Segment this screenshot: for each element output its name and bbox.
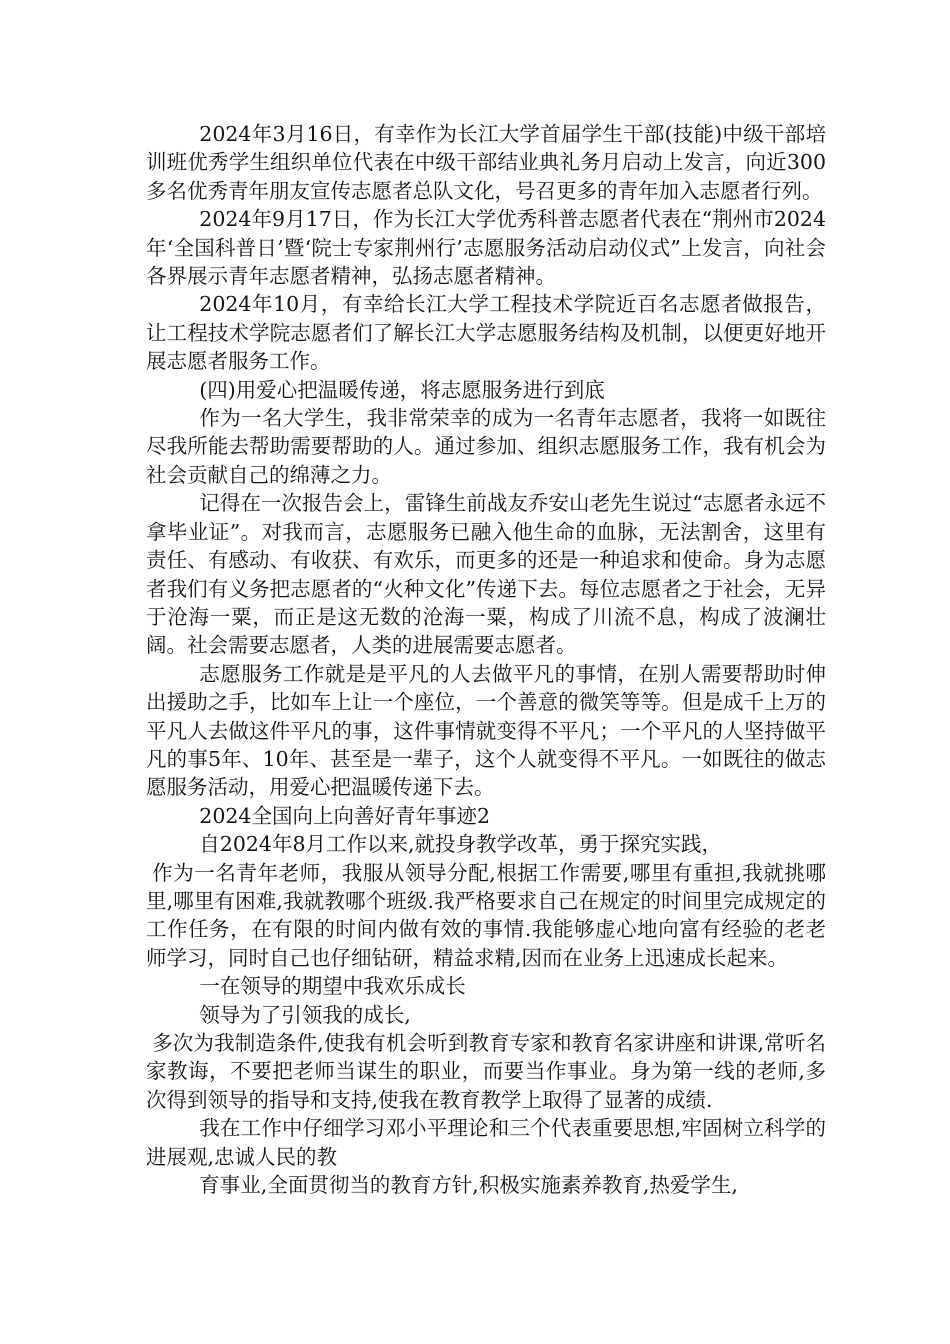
document-body [146, 120, 826, 1199]
paragraph: 2024年9月17日，作为长江大学优秀科普志愿者代表在“荆州市2024年‘全国科普日’暨‘院士专家荆州行’志愿服务活动启动仪式”上发言，向社会各界展示青年志愿者精神，弘扬志愿者精神。 [146, 207, 826, 289]
paragraph: 2024年3月16日，有幸作为长江大学首届学生干部(技能)中级干部培训班优秀学生组织单位代表在中级干部结业典礼务月启动上发言，向近300多名优秀青年朋友宣传志愿者总队文化，号召更多的青年加入志愿者行列。 [146, 122, 826, 203]
paragraph: 领导为了引领我的成长, [199, 1002, 411, 1027]
paragraph: 志愿服务工作就是是平凡的人去做平凡的事情，在别人需要帮助时伸出援助之手，比如车上让一个座位，一个善意的微笑等等。但是成千上万的平凡人去做这件平凡的事，这件事情就变得不平凡；一个平凡的人坚持做平凡的事5年、10年、甚至是一辈子，这个人就变得不平凡。一如既往的做志愿服务活动，用爱心把温暖传递下去。 [146, 661, 826, 800]
paragraph: 育事业,全面贯彻当的教育方针,积极实施素养教育,热爱学生, [199, 1173, 738, 1198]
paragraph: 作为一名大学生，我非常荣幸的成为一名青年志愿者，我将一如既往尽我所能去帮助需要帮助的人。通过参加、组织志愿服务工作，我有机会为社会贡献自己的绵薄之力。 [146, 406, 826, 487]
paragraph: 记得在一次报告会上，雷锋生前战友乔安山老先生说过“志愿者永远不拿毕业证”。对我而言，志愿服务已融入他生命的血脉，无法割舍，这里有责任、有感动、有收获、有欢乐，而更多的还是一种追求和使命。身为志愿者我们有义务把志愿者的“火种文化”传递下去。每位志愿者之于社会，无异于沧海一粟，而正是这无数的沧海一粟，构成了川流不息，构成了波澜壮阔。社会需要志愿者，人类的进展需要志愿者。 [146, 491, 826, 658]
paragraph: 自2024年8月工作以来,就投身教学改革，勇于探究实践， [199, 832, 723, 857]
paragraph: 我在工作中仔细学习邓小平理论和三个代表重要思想,牢固树立科学的进展观,忠诚人民的教 [146, 1116, 826, 1169]
paragraph: 多次为我制造条件,使我有机会听到教育专家和教育名家讲座和讲课,常听名家教诲，不要把老师当谋生的职业，而要当作事业。身为第一线的老师,多次得到领导的指导和支持,使我在教育教学上取得了显著的成绩. [146, 1031, 826, 1112]
paragraph: 2024年10月，有幸给长江大学工程技术学院近百名志愿者做报告，让工程技术学院志愿者们了解长江大学志愿服务结构及机制，以便更好地开展志愿者服务工作。 [146, 292, 826, 374]
section-heading: 一在领导的期望中我欢乐成长 [199, 974, 466, 999]
paragraph: 作为一名青年老师，我服从领导分配,根据工作需要,哪里有重担,我就挑哪里,哪里有困难,我就教哪个班级.我严格要求自己在规定的时间里完成规定的工作任务，在有限的时间内做有效的事情.我能够虚心地向富有经验的老老师学习，同时自己也仔细钻研，精益求精,因而在业务上迅速成长起来。 [146, 860, 826, 970]
section-heading: 2024全国向上向善好青年事迹2 [199, 803, 491, 828]
section-heading: (四)用爱心把温暖传递，将志愿服务进行到底 [199, 377, 605, 402]
